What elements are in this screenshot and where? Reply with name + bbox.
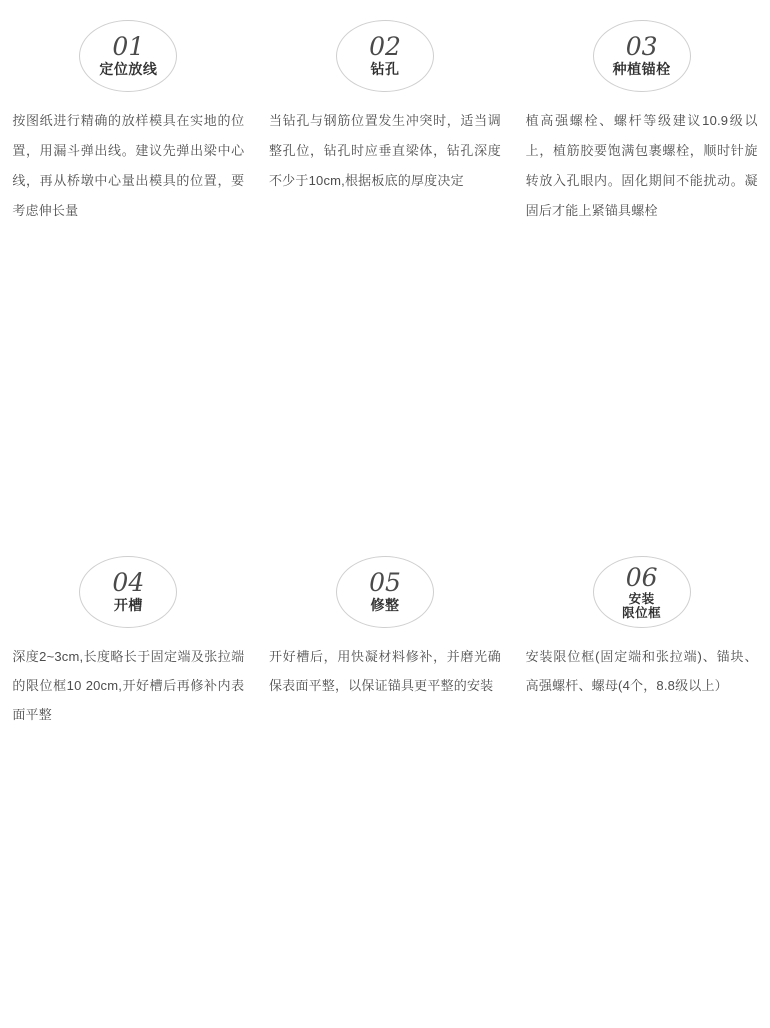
step-badge-02 (336, 20, 434, 92)
step-card-06 (513, 522, 770, 779)
steps-grid-row-1 (0, 8, 770, 522)
step-title: 开槽 (113, 597, 143, 613)
step-badge-04 (79, 556, 177, 628)
step-number: 04 (112, 568, 145, 597)
step-card-03 (513, 8, 770, 265)
step-description: 开好槽后，用快凝材料修补，并磨光确保表面平整，以保证锚具更平整的安装 (268, 649, 501, 693)
step-description: 按图纸进行精确的放样模具在实地的位置，用漏斗弹出线。建议先弹出梁中心线，再从桥墩中心量出模具的位置，要考虑伸长量 (12, 113, 245, 218)
step-title: 修整 (370, 597, 400, 613)
step-description: 安装限位框(固定端和张拉端)、锚块、高强螺杆、螺母(4个，8.8级以上） (525, 649, 758, 693)
step-title (622, 592, 661, 620)
step-card-05 (257, 522, 514, 779)
step-title: 定位放线 (99, 61, 158, 77)
step-card-01 (0, 8, 257, 265)
step-badge-05 (336, 556, 434, 628)
step-title-line-2: 限位框 (622, 605, 662, 620)
step-title: 种植锚栓 (612, 61, 671, 77)
step-badge-01 (79, 20, 177, 92)
step-badge-03 (593, 20, 691, 92)
step-description: 植高强螺栓、螺杆等级建议10.9级以上，植筋胶要饱满包裹螺栓，顺时针旋转放入孔眼内。固化期间不能扰动。凝固后才能上紧锚具螺栓 (525, 113, 758, 218)
step-number: 03 (625, 32, 658, 61)
step-card-02 (257, 8, 514, 265)
step-badge-06 (593, 556, 691, 628)
step-description: 当钻孔与钢筋位置发生冲突时，适当调整孔位，钻孔时应垂直梁体，钻孔深度不少于10cm,根据板底的厚度决定 (268, 113, 501, 188)
step-description: 深度2~3cm,长度略长于固定端及张拉端的限位框10 20cm,开好槽后再修补内表面平整 (12, 649, 245, 722)
step-title-line-1: 安装 (628, 591, 655, 606)
step-title: 钻孔 (370, 61, 400, 77)
step-number: 05 (369, 568, 401, 597)
step-number: 02 (369, 32, 401, 61)
step-card-04 (0, 522, 257, 779)
step-number: 06 (625, 562, 658, 592)
step-number: 01 (112, 32, 145, 61)
steps-grid-row-2 (0, 522, 770, 1028)
